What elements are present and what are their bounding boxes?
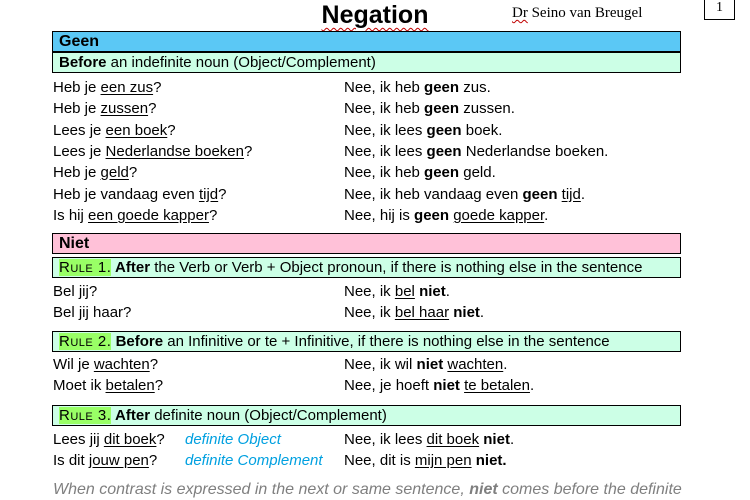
geen-answer: Nee, ik heb geen zussen. (344, 100, 515, 118)
rule1-answer: Nee, ik bel niet. (344, 283, 450, 300)
page-number: 1 (704, 0, 735, 20)
niet-heading: Niet (52, 233, 681, 254)
rule3-answer: Nee, ik lees dit boek niet. (344, 431, 515, 448)
geen-question: Lees je Nederlandse boeken? (53, 142, 253, 160)
geen-question: Lees je een boek? (53, 121, 176, 139)
geen-answer: Nee, hij is geen goede kapper. (344, 206, 549, 224)
geen-question: Heb je geld? (53, 164, 138, 182)
rule3-question: Is dit jouw pen? (53, 452, 158, 469)
rule1-question: Bel jij? (53, 283, 98, 300)
geen-rule: Before an indefinite noun (Object/Complement) (52, 52, 681, 73)
geen-question: Heb je zussen? (53, 100, 157, 118)
rule1-answer: Nee, ik bel haar niet. (344, 304, 485, 321)
geen-answer: Nee, ik lees geen Nederlandse boeken. (344, 142, 609, 160)
rule3-question: Lees jij dit boek? (53, 431, 165, 448)
rule3-note: definite Complement (185, 452, 323, 469)
geen-question: Heb je een zus? (53, 79, 162, 96)
author: Dr Seino van Breugel (512, 5, 643, 21)
rule-2: Rule 2. Before an Infinitive or te + Infinitive, if there is nothing else in the sentence (52, 331, 681, 352)
rule3-answer: Nee, dit is mijn pen niet. (344, 452, 507, 469)
geen-answer: Nee, ik heb geen geld. (344, 164, 496, 182)
page-title: Negation (321, 1, 429, 29)
rule2-question: Moet ik betalen? (53, 377, 164, 394)
geen-question: Heb je vandaag even tijd? (53, 185, 227, 203)
rule-3: Rule 3. After definite noun (Object/Complement) (52, 405, 681, 426)
geen-answer: Nee, ik heb vandaag even geen tijd. (344, 185, 586, 203)
geen-question: Is hij een goede kapper? (53, 206, 218, 224)
geen-answer: Nee, ik heb geen zus. (344, 79, 491, 96)
rule3-note: definite Object (185, 431, 281, 448)
rule2-answer: Nee, je hoeft niet te betalen. (344, 377, 535, 394)
rule1-question: Bel jij haar? (53, 304, 132, 321)
footer-note: When contrast is expressed in the next or same sentence, niet comes before the definite (53, 481, 682, 498)
geen-heading: Geen (52, 31, 681, 52)
geen-answer: Nee, ik lees geen boek. (344, 121, 503, 139)
rule2-answer: Nee, ik wil niet wachten. (344, 356, 508, 373)
rule-1: Rule 1. After the Verb or Verb + Object pronoun, if there is nothing else in the sentence (52, 257, 681, 278)
rule2-question: Wil je wachten? (53, 356, 159, 373)
